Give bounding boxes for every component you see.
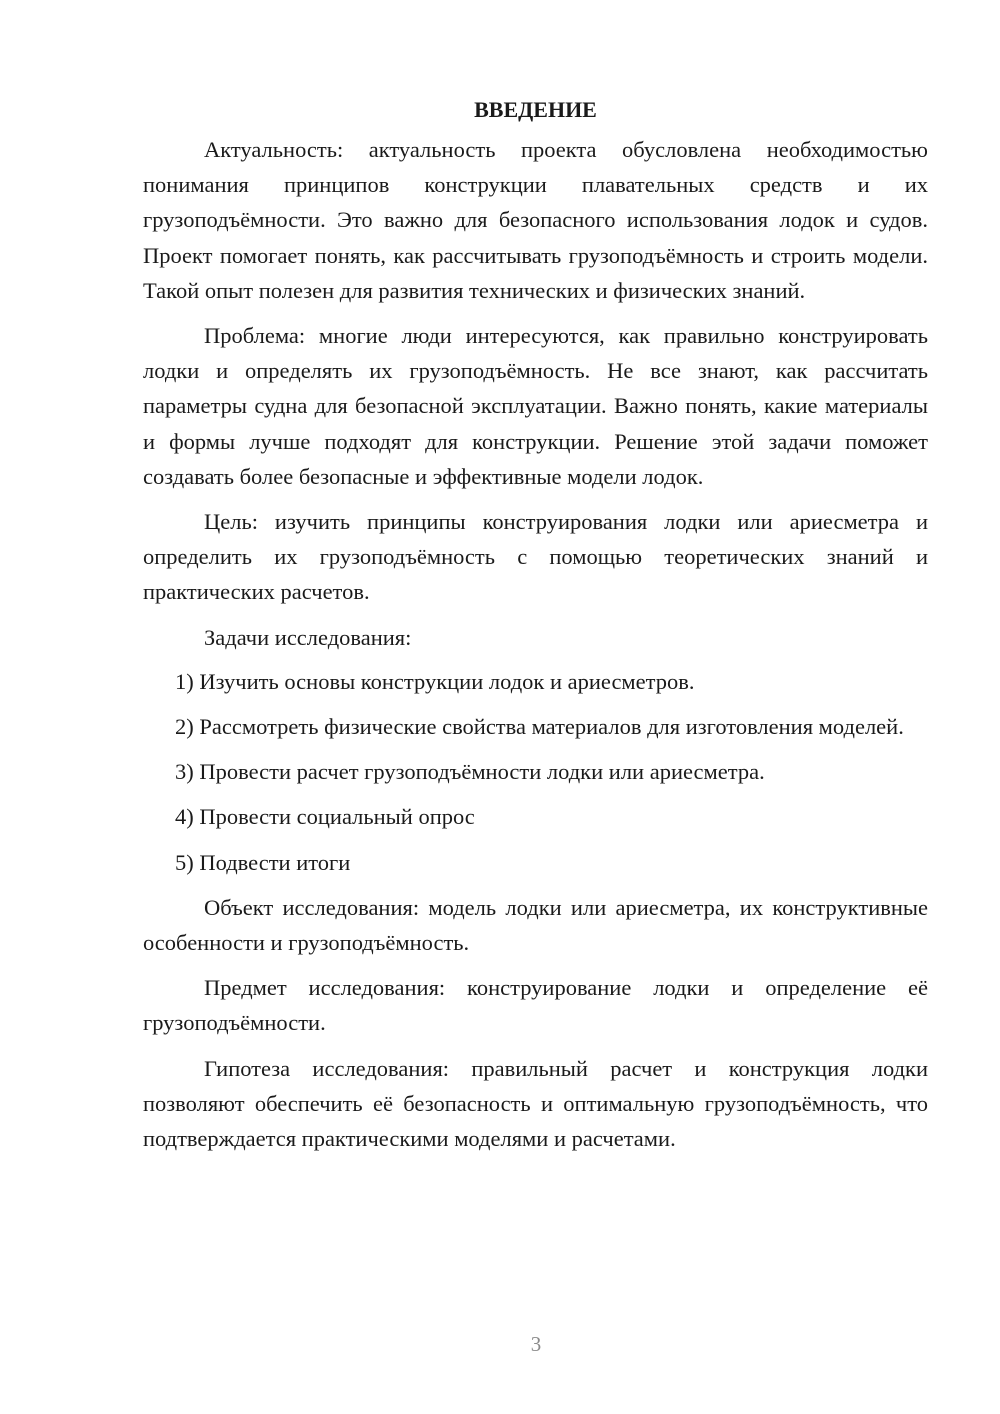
task-item-1: 1) Изучить основы конструкции лодок и ариесметров. — [175, 668, 695, 694]
document-page — [143, 92, 928, 1166]
section-title: ВВЕДЕНИЕ — [474, 97, 597, 122]
paragraph-problem: Проблема: многие люди интересуются, как правильно конструировать лодки и определять их грузоподъёмность. Не все знают, как рассчитать параметры судна для безопасной эксплуатации. Важно понять, какие материалы и формы лучше подходят для конструкции. Решение этой задачи поможет создавать более безопасные и эффективные модели лодок. — [143, 323, 928, 489]
paragraph-subject: Предмет исследования: конструирование лодки и определение её грузоподъёмности. — [143, 975, 928, 1036]
paragraph-goal: Цель: изучить принципы конструирования лодки или ариесметра и определить их грузоподъёмность с помощью теоретических знаний и практических расчетов. — [143, 509, 928, 605]
task-item-2: 2) Рассмотреть физические свойства материалов для изготовления моделей. — [175, 714, 904, 740]
page-number: 3 — [530, 1332, 542, 1356]
task-item-4: 4) Провести социальный опрос — [175, 804, 475, 830]
paragraph-relevance: Актуальность: актуальность проекта обусловлена необходимостью понимания принципов конструкции плавательных средств и их грузоподъёмности. Это важно для безопасного использования лодок и судов. Проект помогает понять, как рассчитывать грузоподъёмность и строить модели. Такой опыт полезен для развития технических и физических знаний. — [143, 137, 928, 303]
task-item-3: 3) Провести расчет грузоподъёмности лодки или ариесметра. — [175, 759, 765, 785]
paragraph-hypothesis: Гипотеза исследования: правильный расчет и конструкция лодки позволяют обеспечить её безопасность и оптимальную грузоподъёмность, что подтверждается практическими моделями и расчетами. — [143, 1055, 928, 1152]
tasks-heading: Задачи исследования: — [204, 624, 412, 650]
paragraph-object: Объект исследования: модель лодки или ариесметра, их конструктивные особенности и грузоподъёмность. — [143, 894, 928, 956]
task-item-5: 5) Подвести итоги — [175, 849, 351, 875]
